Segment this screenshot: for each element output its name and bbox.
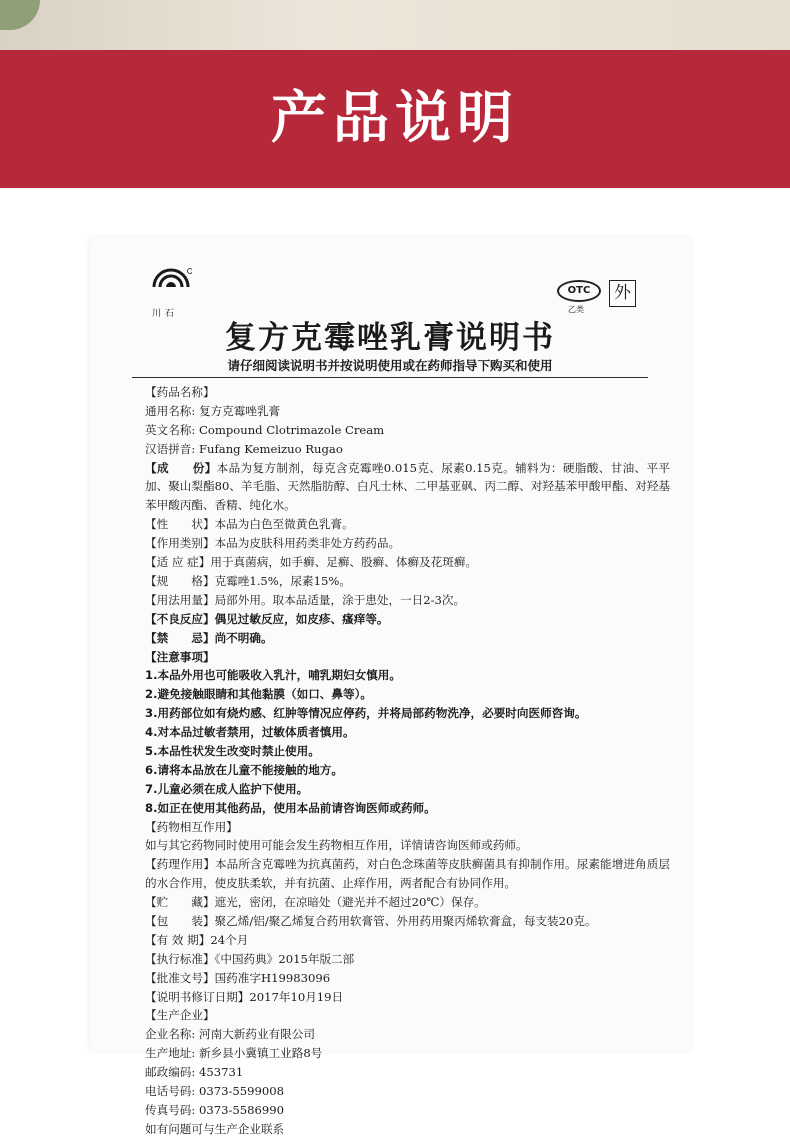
section-text: 《中国药典》2015年版二部 [214, 951, 355, 966]
field-label: 传真号码: [145, 1102, 196, 1117]
company-name-row [145, 1025, 670, 1044]
validity-section [145, 931, 670, 950]
section-heading: 【规 格】 [145, 573, 215, 588]
section-text: 2017年10月19日 [249, 989, 344, 1004]
generic-name-row [145, 402, 670, 421]
field-label: 邮政编码: [145, 1065, 196, 1080]
section-heading: 【药物相互作用】 [145, 819, 238, 834]
section-text: 局部外用。取本品适量，涂于患处，一日2-3次。 [214, 592, 466, 607]
field-value: 复方克霉唑乳膏 [198, 403, 281, 418]
contraindication-section [145, 629, 670, 648]
package-section [145, 912, 670, 931]
section-heading: 【禁 忌】 [145, 630, 215, 645]
section-heading: 【适 应 症】 [145, 555, 211, 570]
brand-text: 川石 [152, 309, 179, 319]
approval-section [145, 969, 670, 988]
section-heading: 【执行标准】 [145, 951, 215, 966]
section-heading: 【贮 藏】 [145, 895, 215, 910]
field-label: 企业名称: [145, 1027, 196, 1042]
section-text: 本品为皮肤科用药类非处方药药品。 [214, 536, 401, 551]
section-heading: 【说明书修订日期】 [145, 989, 250, 1004]
section-text: 24个月 [210, 932, 249, 947]
dosage-section [145, 591, 670, 610]
otc-badge: OTC [557, 280, 601, 302]
precaution-item: 6.请将本品放在儿童不能接触的地方。 [145, 762, 343, 777]
section-text: 本品所含克霉唑为抗真菌药，对白色念珠菌等皮肤癣菌具有抑制作用。尿素能增进角质层的水合作用，使皮肤柔软，并有抗菌、止痒作用，两者配合有协同作用。 [145, 857, 670, 891]
section-text: 偶见过敏反应，如皮疹、瘙痒等。 [214, 611, 389, 626]
section-heading: 【用法用量】 [145, 592, 215, 607]
category-section [145, 534, 670, 553]
section-heading: 【包 装】 [145, 914, 215, 929]
otc-class-label: 乙类 [568, 305, 584, 314]
pharmacology-section [145, 855, 670, 893]
precaution-item: 8.如正在使用其他药品，使用本品前请咨询医师或药师。 [145, 800, 436, 815]
section-text: 聚乙烯/铝/聚乙烯复合药用软膏管、外用药用聚丙烯软膏盒，每支装20克。 [214, 914, 597, 929]
precaution-item: 1.本品外用也可能吸收入乳汁，哺乳期妇女慎用。 [145, 668, 401, 683]
section-text: 尚不明确。 [214, 630, 273, 645]
address-row [145, 1044, 670, 1063]
interactions-text: 如与其它药物同时使用可能会发生药物相互作用，详情请咨询医师或药师。 [145, 838, 528, 853]
storage-section [145, 893, 670, 912]
section-heading: 【性 状】 [145, 517, 215, 532]
precaution-item: 3.用药部位如有烧灼感、红肿等情况应停药，并将局部药物洗净，必要时向医师咨询。 [145, 706, 587, 721]
indications-section [145, 553, 670, 572]
adverse-section [145, 610, 670, 629]
instruction-body [145, 383, 670, 1139]
field-label: 电话号码: [145, 1084, 196, 1099]
postcode-row [145, 1063, 670, 1082]
top-decor-strip [0, 0, 790, 50]
precaution-item: 7.儿童必须在成人监护下使用。 [145, 781, 309, 796]
fax-row [145, 1101, 670, 1120]
field-value: 0373-5599008 [198, 1084, 285, 1099]
section-heading: 【作用类别】 [145, 536, 215, 551]
specification-section [145, 572, 670, 591]
field-value: Compound Clotrimazole Cream [198, 422, 385, 437]
banner [0, 50, 790, 188]
precaution-item: 2.避免接触眼睛和其他黏膜（如口、鼻等）。 [145, 687, 372, 702]
section-heading: 【药理作用】 [145, 857, 216, 872]
section-heading: 【有 效 期】 [145, 932, 211, 947]
section-text: 本品为复方制剂，每克含克霉唑0.015克、尿素0.15克。辅料为：硬脂酸、甘油、平平加、聚山梨酯80、羊毛脂、天然脂肪醇、白凡士林、二甲基亚砜、丙二醇、对羟基苯甲酸甲酯、对羟基苯甲酸丙酯、香精、纯化水。 [145, 460, 670, 513]
field-label: 生产地址: [145, 1046, 196, 1061]
field-value: 0373-5586990 [198, 1102, 285, 1117]
composition-section [145, 459, 670, 516]
section-heading: 【生产企业】 [145, 1008, 215, 1023]
english-name-row [145, 421, 670, 440]
precaution-item: 5.本品性状发生改变时禁止使用。 [145, 743, 320, 758]
section-heading: 【注意事项】 [145, 649, 215, 664]
properties-section [145, 515, 670, 534]
section-heading: 【成 份】 [145, 460, 217, 475]
banner-title: 产品说明 [271, 86, 519, 151]
document-subtitle: 请仔细阅读说明书并按说明使用或在药师指导下购买和使用 [227, 358, 553, 373]
instruction-sheet [90, 238, 690, 1136]
field-label: 英文名称: [145, 422, 196, 437]
field-value: 河南大新药业有限公司 [198, 1027, 315, 1042]
section-heading: 【药品名称】 [145, 385, 215, 399]
title-divider [132, 377, 648, 378]
contact-note: 如有问题可与生产企业联系 [145, 1121, 285, 1136]
field-value: Fufang Kemeizuo Rugao [198, 441, 343, 456]
revision-section [145, 988, 670, 1007]
field-label: 汉语拼音: [145, 441, 196, 456]
leaf-decoration [0, 0, 40, 30]
standard-section [145, 950, 670, 969]
document-title: 复方克霉唑乳膏说明书 [225, 320, 555, 356]
precaution-item: 4.对本品过敏者禁用，过敏体质者慎用。 [145, 725, 355, 740]
section-heading: 【不良反应】 [145, 611, 215, 626]
field-value: 新乡县小冀镇工业路8号 [198, 1046, 323, 1061]
section-text: 用于真菌病，如手癣、足癣、股癣、体癣及花斑癣。 [210, 555, 478, 570]
section-text: 遮光，密闭，在凉暗处（避光并不超过20℃）保存。 [214, 895, 486, 910]
section-text: 本品为白色至微黄色乳膏。 [214, 517, 354, 532]
section-text: 克霉唑1.5%，尿素15%。 [214, 573, 351, 588]
brand-logo-icon [150, 268, 192, 306]
pinyin-name-row [145, 440, 670, 459]
section-heading: 【批准文号】 [145, 970, 215, 985]
external-use-mark: 外 [609, 280, 636, 307]
section-text: 国药准字H19983096 [214, 970, 331, 985]
phone-row [145, 1082, 670, 1101]
field-value: 453731 [198, 1065, 244, 1080]
field-label: 通用名称: [145, 403, 196, 418]
